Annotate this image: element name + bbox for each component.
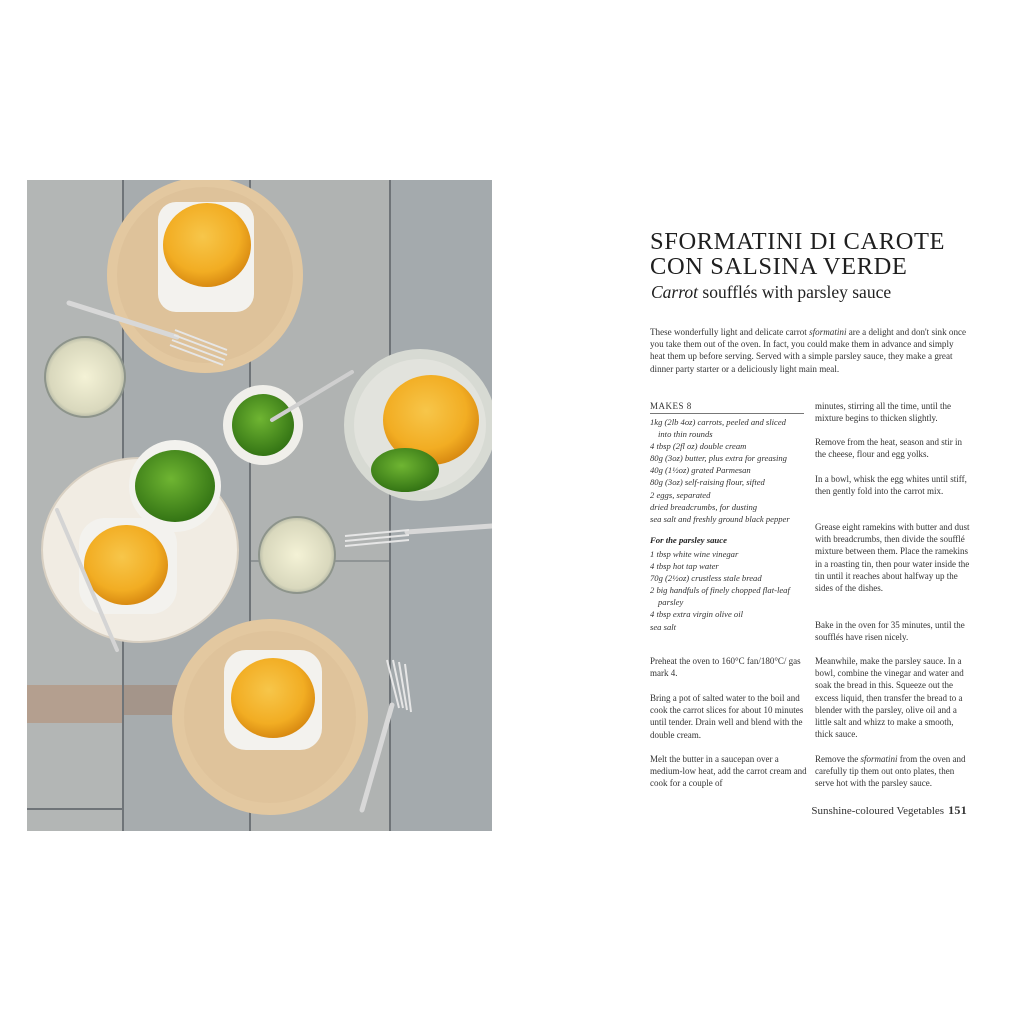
sauce-ingredient-list bbox=[650, 548, 810, 633]
sauce-ingredient-item: parsley bbox=[658, 597, 684, 608]
ingredient-item: into thin rounds bbox=[658, 429, 713, 440]
method-text-italic: sformatini bbox=[860, 754, 898, 764]
ingredient-item: 1kg (2lb 4oz) carrots, peeled and sliced bbox=[650, 417, 786, 427]
sauce-ingredient-item: 70g (2½oz) crustless stale bread bbox=[650, 573, 762, 584]
method-step: In a bowl, whisk the egg whites until stiff, then gently fold into the carrot mix. bbox=[815, 474, 967, 497]
ingredient-item: 4 tbsp (2fl oz) double cream bbox=[650, 441, 747, 452]
method-step: Remove from the heat, season and stir in the cheese, flour and egg yolks. bbox=[815, 437, 962, 460]
ingredient-item: dried breadcrumbs, for dusting bbox=[650, 501, 758, 512]
method-text: from the oven and carefully tip them out onto plates, then serve hot with the parsley sauce. bbox=[815, 754, 966, 789]
ingredient-item: 40g (1½oz) grated Parmesan bbox=[650, 465, 751, 476]
ingredient-list bbox=[650, 416, 810, 525]
recipe-subtitle-rest: soufflés with parsley sauce bbox=[698, 282, 892, 302]
recipe-title-line1: SFORMATINI DI CAROTE bbox=[650, 228, 946, 255]
method-step: Preheat the oven to 160°C fan/180°C/ gas mark 4. bbox=[650, 656, 801, 679]
page-number: 151 bbox=[948, 803, 967, 817]
sauce-ingredient-item: 4 tbsp hot tap water bbox=[650, 561, 719, 572]
sauce-ingredient-item: 2 big handfuls of finely chopped flat-leaf bbox=[650, 585, 790, 596]
recipe-subtitle-italic: Carrot bbox=[651, 282, 699, 302]
method-step: Melt the butter in a saucepan over a medium-low heat, add the carrot cream and cook for a couple of bbox=[650, 754, 807, 789]
makes-heading: MAKES 8 bbox=[650, 400, 804, 414]
food-photo bbox=[27, 180, 492, 831]
sauce-ingredient-item: 1 tbsp white wine vinegar bbox=[650, 549, 739, 559]
method-text: Remove the bbox=[815, 754, 861, 764]
method-step: Bake in the oven for 35 minutes, until the soufflés have risen nicely. bbox=[815, 620, 965, 643]
sauce-ingredient-item: 4 tbsp extra virgin olive oil bbox=[650, 609, 744, 620]
recipe-title-line2: CON SALSINA VERDE bbox=[650, 253, 908, 280]
sauce-heading: For the parsley sauce bbox=[650, 535, 727, 545]
method-step: Grease eight ramekins with butter and dust with breadcrumbs, then divide the soufflé mixture between them. Place the ramekins in a roasting tin, then pour water inside the tin until it reaches about halfway up the sides of the dishes. bbox=[815, 522, 970, 594]
ingredient-item: sea salt and freshly ground black pepper bbox=[650, 513, 790, 524]
method-step: Bring a pot of salted water to the boil and cook the carrot slices for about 10 minutes until tender. Drain well and blend with the double cream. bbox=[650, 693, 804, 740]
recipe-intro: These wonderfully light and delicate carrot sformatini are a delight and don't sink once you take them out of the oven. In fact, you could make them in advance and simply heat them up before serving. Served with a simple parsley sauce, they make a great dinner party starter or a deliciously light main meal. bbox=[650, 327, 967, 374]
ingredient-item: 2 eggs, separated bbox=[650, 489, 711, 500]
method-step-final bbox=[815, 753, 973, 790]
method-step: minutes, stirring all the time, until the mixture begins to thicken slightly. bbox=[815, 401, 951, 424]
ingredient-item: 80g (3oz) butter, plus extra for greasing bbox=[650, 453, 787, 464]
sauce-ingredient-item: sea salt bbox=[650, 621, 677, 632]
recipe-subtitle bbox=[651, 281, 981, 303]
section-name: Sunshine-coloured Vegetables bbox=[811, 805, 945, 817]
page-footer bbox=[797, 803, 967, 818]
method-step: Meanwhile, make the parsley sauce. In a bowl, combine the vinegar and water and soak the bread in this. Squeeze out the excess liquid, then transfer the bread to a blender with the parsley, olive oil and a little salt and whizz to make a smooth, thick sauce. bbox=[815, 656, 964, 740]
recipe-title bbox=[650, 229, 980, 279]
ingredient-item: 80g (3oz) self-raising flour, sifted bbox=[650, 477, 765, 488]
